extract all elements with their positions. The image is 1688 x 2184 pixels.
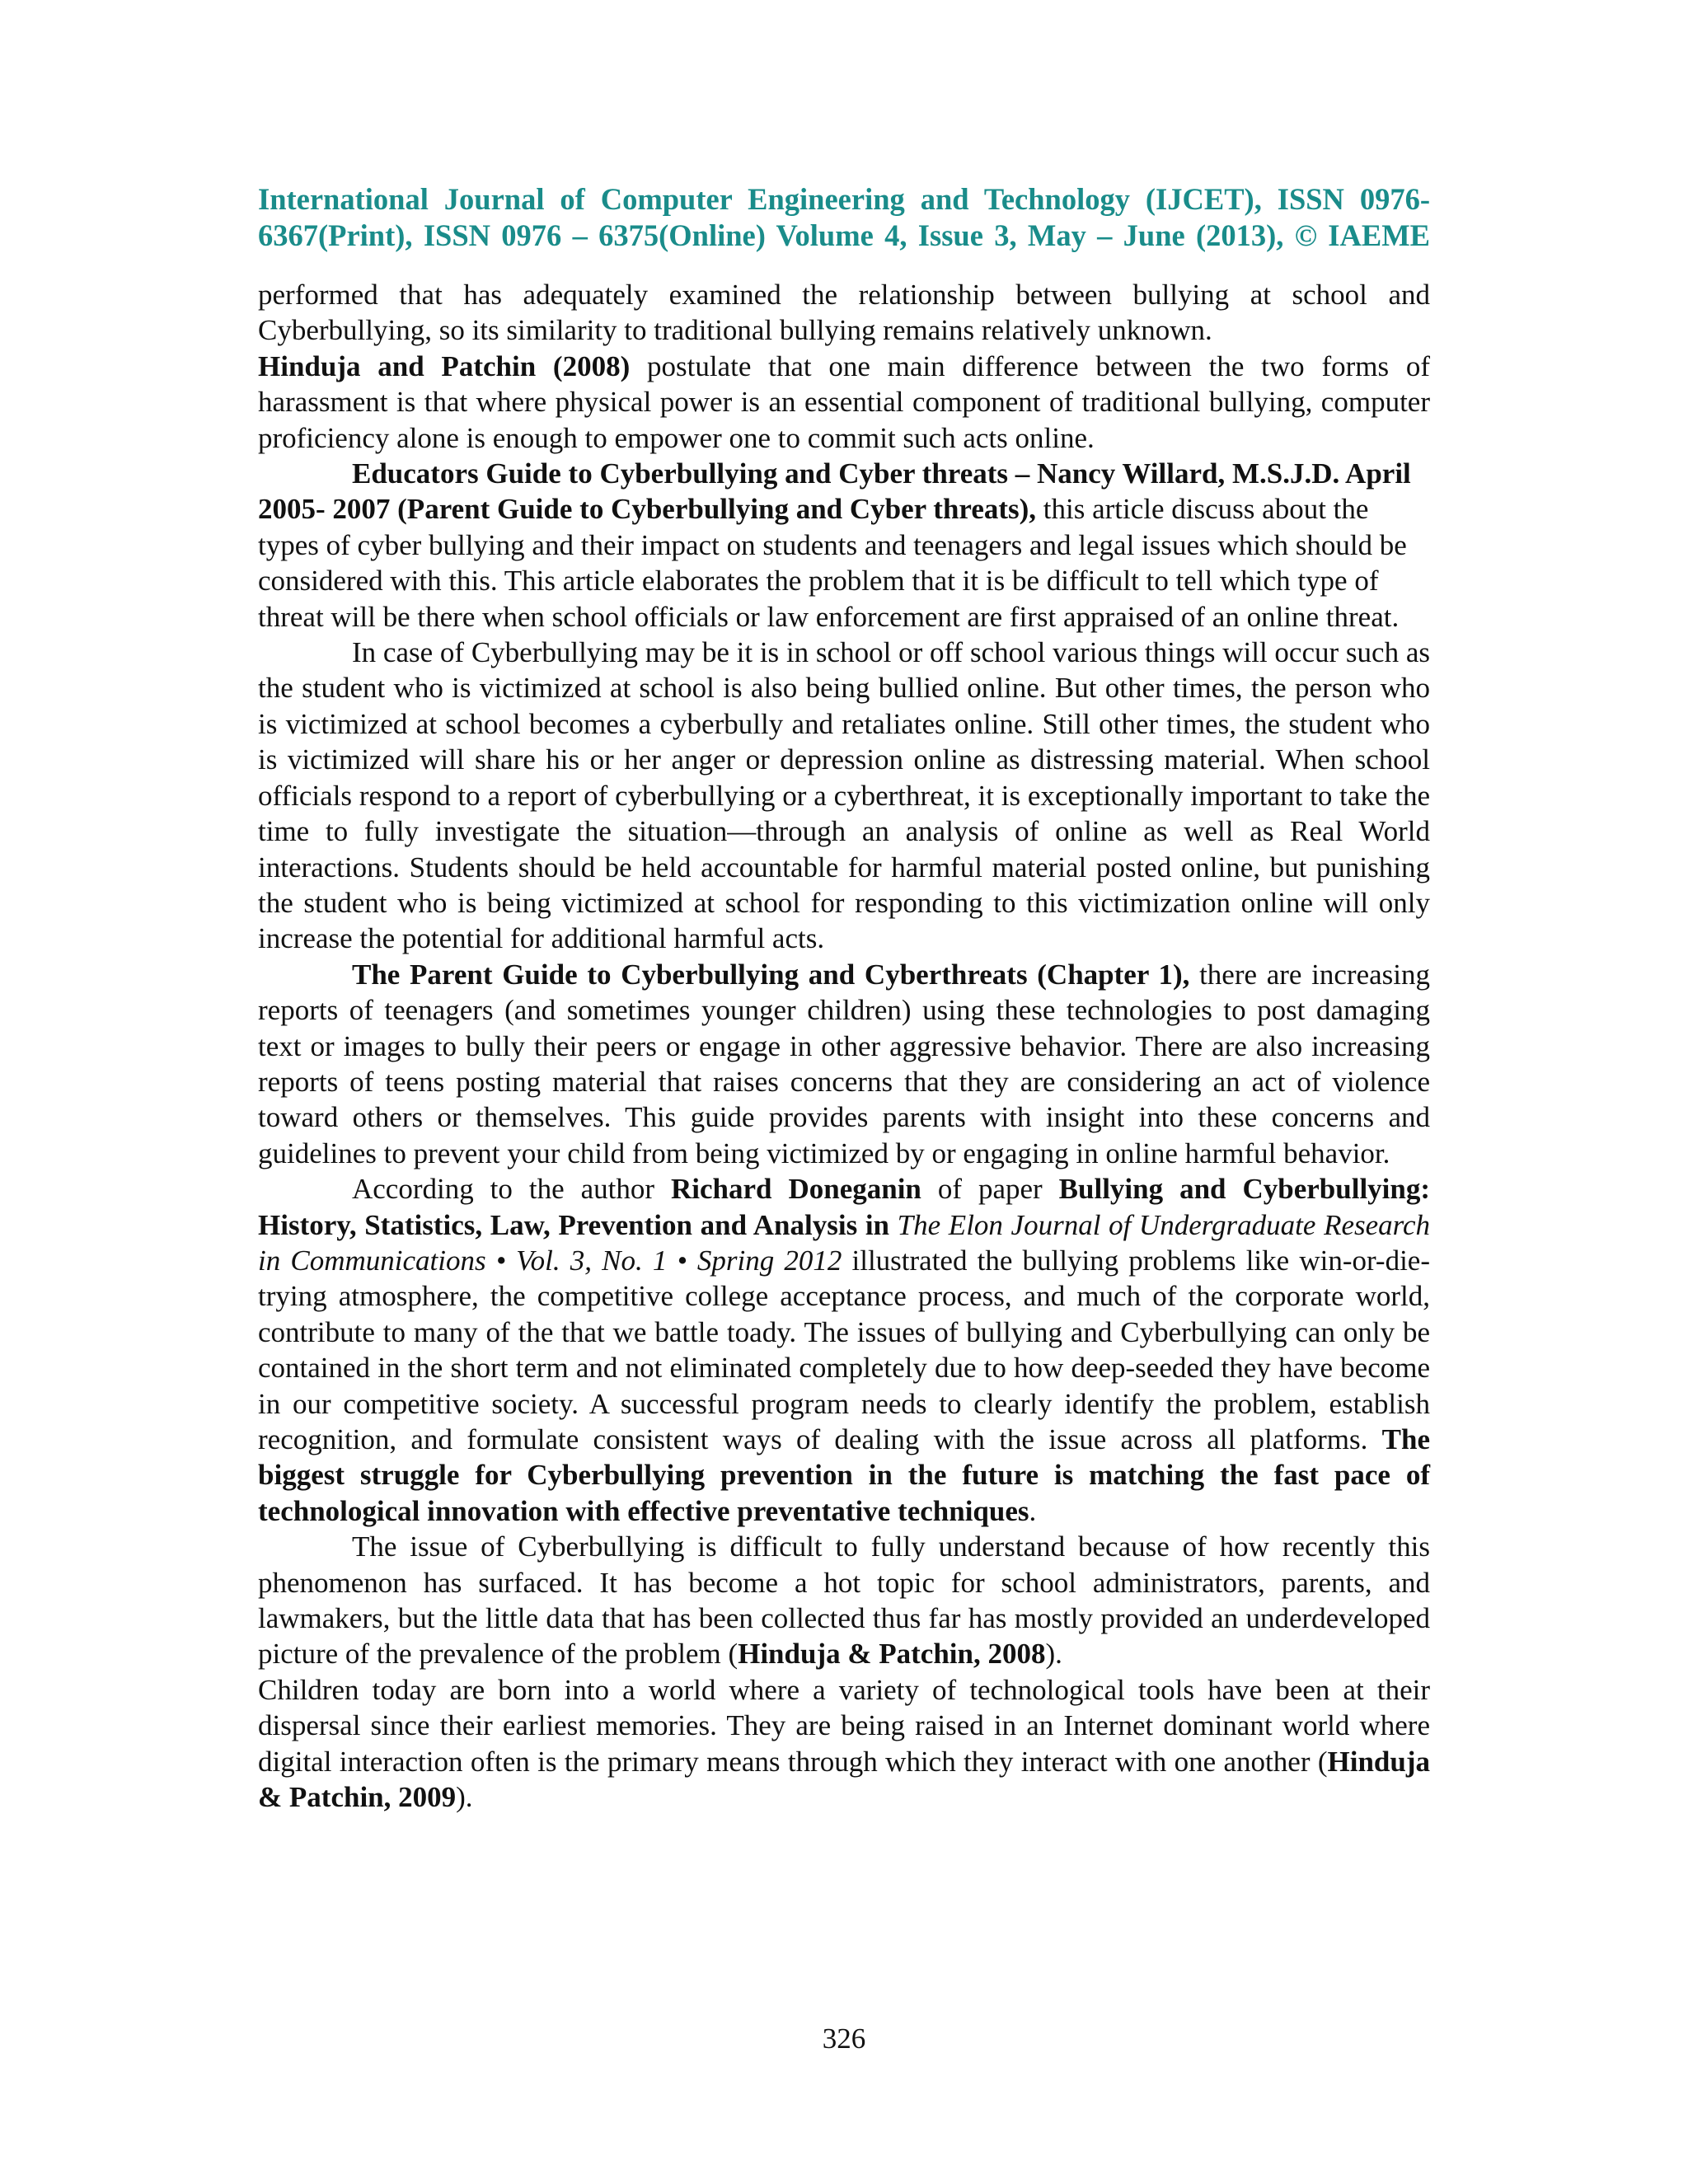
paragraph-1-text: performed that has adequately examined the relationship between bullying at school and Cyberbullying, so its similarity to traditional bullying remains relatively unknown. <box>258 279 1430 347</box>
paragraph-2-text: postulate that one main difference between the two forms of harassment is that where physical power is an essential component of traditional bullying, computer proficiency alone is enough to empower one to commit such acts online. <box>258 349 1431 454</box>
paragraph-5-text: there are increasing reports of teenagers (and sometimes younger children) using these technologies to post damaging text or images to bully their peers or engage in other aggressive behavior. There are also increasing reports of teens posting material that raises concerns that they are considering an act of violence toward others or themselves. This guide provides parents with insight into these concerns and guidelines to prevent your child from being victimized by or engaging in online harmful behavior. <box>258 958 1430 1169</box>
journal-header-line-1: International Journal of Computer Engineering and Technology (IJCET), ISSN 0976- <box>258 182 1430 216</box>
paragraph-3 <box>258 456 1430 635</box>
paragraph-6 <box>258 1171 1430 1529</box>
paragraph-7 <box>258 1529 1430 1672</box>
paragraph-8-text-2: ). <box>456 1781 473 1814</box>
paragraph-6-text-5: . <box>1029 1494 1037 1527</box>
page-number: 326 <box>822 2022 866 2055</box>
citation-hinduja-patchin-2009: Hinduja & Patchin, 2009 <box>258 1745 1430 1814</box>
paragraph-2 <box>258 349 1430 456</box>
paragraph-6-text-2: of paper <box>921 1173 1059 1206</box>
journal-header <box>258 181 1430 254</box>
paragraph-8 <box>258 1672 1430 1816</box>
paragraph-3-text: this article discuss about the types of cyber bullying and their impact on students and teenagers and legal issues which should be considered with this. This article elaborates the problem that it is be difficult to tell which type of threat will be there when school officials or law enforcement are first appraised of an online threat. <box>258 493 1407 633</box>
key-finding: The biggest struggle for Cyberbullying prevention in the future is matching the fast pace of technological innovation with effective preventative techniques <box>258 1423 1430 1527</box>
paragraph-8-text-1: Children today are born into a world where a variety of technological tools have been at their dispersal since their earliest memories. They are being raised in an Internet dominant world where digital interaction often is the primary means through which they interact with one another ( <box>258 1673 1430 1778</box>
paragraph-6-text-4: illustrated the bullying problems like win-or-die-trying atmosphere, the competitive college acceptance process, and much of the corporate world, contribute to many of the that we battle toady. The issues of bullying and Cyberbullying can only be contained in the short term and not eliminated completely due to how deep-seeded they have become in our competitive society. A successful program needs to clearly identify the problem, establish recognition, and formulate consistent ways of dealing with the issue across all platforms. <box>258 1244 1430 1455</box>
article-body <box>258 277 1430 1815</box>
citation-hinduja-patchin-2008-b: Hinduja & Patchin, 2008 <box>738 1638 1046 1671</box>
paragraph-4-text: In case of Cyberbullying may be it is in school or off school various things will occur such as the student who is victimized at school is also being bullied online. But other times, the person who is victimized at school becomes a cyberbully and retaliates online. Still other times, the student who is victimized will share his or her anger or depression online as distressing material. When school officials respond to a report of cyberbullying or a cyberthreat, it is exceptionally important to take the time to fully investigate the situation—through an analysis of online as well as Real World interactions. Students should be held accountable for harmful material posted online, but punishing the student who is being victimized at school for responding to this victimization online will only increase the potential for additional harmful acts. <box>258 636 1430 955</box>
paragraph-7-text-1: The issue of Cyberbullying is difficult to fully understand because of how recently this phenomenon has surfaced. It has become a hot topic for school administrators, parents, and lawmakers, but the little data that has been collected thus far has mostly provided an underdeveloped picture of the prevalence of the problem ( <box>258 1530 1430 1671</box>
parent-guide-title: The Parent Guide to Cyberbullying and Cyberthreats (Chapter 1), <box>352 958 1190 991</box>
paragraph-6-text-1: According to the author <box>352 1173 671 1206</box>
page-content <box>258 181 1430 1815</box>
educators-guide-title: Educators Guide to Cyberbullying and Cyber threats – Nancy Willard, M.S.J.D. April 2005- 2007 (Parent Guide to Cyberbullying and Cyber threats), <box>258 457 1411 526</box>
paragraph-4 <box>258 635 1430 957</box>
journal-header-line-2: 6367(Print), ISSN 0976 – 6375(Online) Volume 4, Issue 3, May – June (2013), © IAEME <box>258 218 1430 252</box>
paragraph-5 <box>258 957 1430 1171</box>
paragraph-7-text-2: ). <box>1045 1638 1062 1671</box>
journal-reference: The Elon Journal of Undergraduate Research in Communications • Vol. 3, No. 1 • Spring 2012 <box>258 1208 1430 1277</box>
author-name: Richard Doneganin <box>670 1173 921 1206</box>
citation-hinduja-patchin-2008: Hinduja and Patchin (2008) <box>258 349 631 382</box>
paragraph-1 <box>258 277 1430 349</box>
paper-title: Bullying and Cyberbullying: History, Statistics, Law, Prevention and Analysis in <box>258 1173 1431 1241</box>
paragraph-6-text-3 <box>889 1209 898 1241</box>
